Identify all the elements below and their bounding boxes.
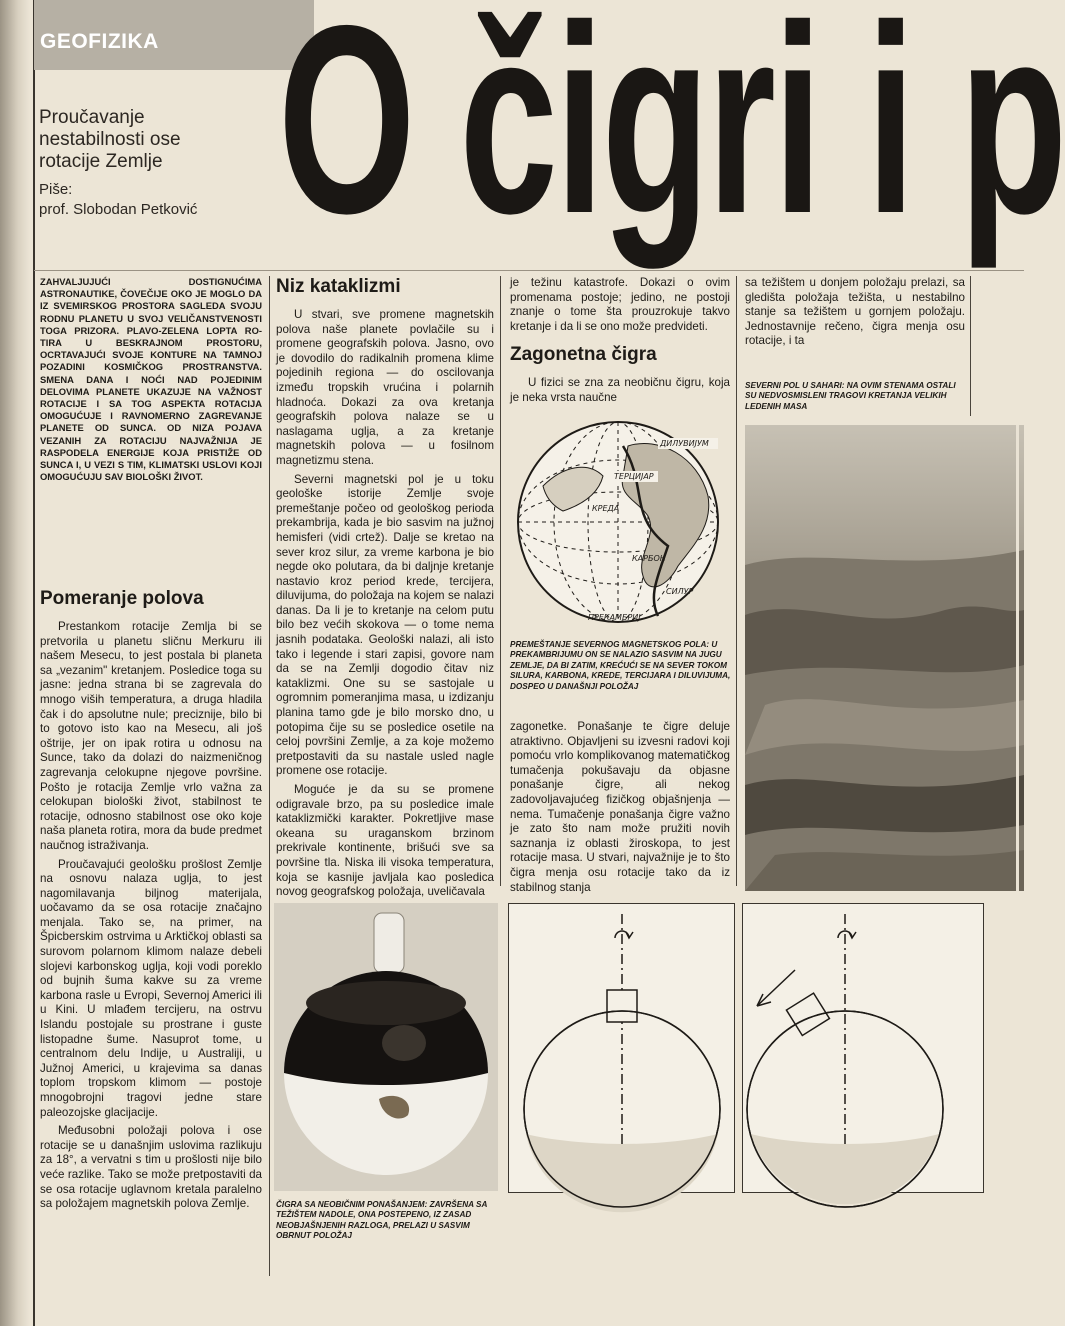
caption-globe: PREMEŠTANJE SEVERNOG MAGNETSKOG POLA: U PREKAMBRIJUMU ON SE NALAZIO SASVIM NA JUGU ZEMLJE, DA BI ZATIM, KREĆUĆI SE NA SEVER TOKOM SILURA, KARBONA, KREDE, TERCIJARA I DILUVIJUMA, DOSPEO U DANAŠNJI POLOŽAJ [510,640,731,691]
globe-label: ДИЛУВИЈУМ [660,439,709,448]
globe-label: ПРЕКАМБРИЈ [588,613,641,622]
globe-figure [508,416,732,628]
column-4-top: sa težištem u donjem položaju prelazi, sa gledišta položaja težišta, u nestabilno stanje sa težištem u gornjem položaju. Jednostavnije rečeno, čigra menja osu rotacije, i ta [745,276,965,348]
heading-zagonetna: Zagonetna čigra [510,344,657,366]
globe-label: СИЛУР [666,587,694,596]
caption-sahara: SEVERNI POL U SAHARI: NA OVIM STENAMA OSTALI SU NEDVOSMISLENI TRAGOVI KRETANJA VELIKIH LEDENIH MASA [745,381,956,411]
column-divider [970,276,971,416]
paragraph: Prestankom rotacije Zemlja bi se pretvorila u planetu sličnu Merkuru ili našem Mesecu, to jest postala bi planeta sa „vezanim" kretanjem. Posledice toga su jasne: jedna strana bi se zagrevala do mnogo viših temperatura, a druga hladila čak i do apsolutne nule; preciznije, bilo bi to gotovo isto kao na Mesecu, ali još oštrije, jer on ipak rotira u odnosu na Sunce, tako da dolazi do naizmeničnog zagrevanja celokupne njegove površine. Pošto je rotacija Zemlje vrlo važna za celokupan biološki život, stabilnost te rotacije, odnosno stabilnost ose oko koje naša planeta rotira, mora da bude predmet naučnog istraživanja. [40,620,262,852]
column-pomeranje [40,588,262,1278]
headline: O čigri i p [278,0,1065,269]
caption-top: ČIGRA SA NEOBIČNIM PONAŠANJEM: ZAVRŠENA SA TEŽIŠTEM NADOLE, ONA POSTEPENO, IZ ZASAD NEOBJAŠNJENIH RAZLOGA, PRELAZI U SASVIM OBRNUT POLOŽAJ [276,1200,488,1241]
column-divider [736,276,737,886]
binding-shadow [0,0,30,1326]
top-diagram-tilted [742,903,984,1193]
column-divider [500,276,501,886]
top-diagram-stable [508,903,735,1193]
column-divider [269,276,270,1276]
section-label: GEOFIZIKA [40,30,159,53]
paragraph: Međusobni položaji polova i ose rotacije se u današnjim uslovima razlikuju za 18°, a vervatni s tim u prošlosti nije bilo veće razlike. Tako se može pretpostaviti da se osa rotacije uglavnom kretala paralelno sa položajem magnetskih polova Zemlje. [40,1124,262,1211]
heading-niz: Niz kataklizmi [276,276,401,297]
author-byline: Piše: prof. Slobodan Petković [39,181,198,218]
paragraph: Moguće je da su se promene odigravale brzo, pa su posledice imale kataklizmički karakter. Pokretljive mase okeana su uraganskom brzinom prekrivale kontinente, brišući sve sa površine tla. Niska ili visoka temperatura, koja se kasnije javljala kao posledica novog geografskog položaja, uveličavala [276,783,494,899]
column-niz [276,276,494,899]
column-3-top: je težinu katastrofe. Dokazi o ovim promenama postoje; jedino, ne postoji znanje o tome šta prouzrokuje takvo kretanje i da li se ono može predvideti. Zagonetna čigra U fizici se zna za neobičnu čigru, koja je neka vrsta naučne [510,276,730,404]
header-separator [34,270,1024,271]
globe-label: ТЕРЦИЈАР [614,472,654,481]
top-photo [274,903,498,1191]
globe-label: КАРБОН [632,554,666,563]
intro-lead: ZAHVALJUJUĆI DOSTIGNUĆIMA ASTRONAUTIKE, ČOVEČIJE OKO JE MOGLO DA IZ SVEMIRSKOG PROSTORA SAGLEDA SVOJU RODNU PLANETU U SVOJ VELIČANSTVENOSTI TOGA PRIZORA. PLAVO-ZELENA LOPTA RO-TIRA U BESKRAJNOM PROSTORU, OCRTAVAJUĆI SVOJE KONTURE NA TAMNOJ POZADINI KOSMIČKOG PROSTRANSTVA. SMENA DANA I NOĆI NAD POJEDINIM DELOVIMA PLANETE UKAZUJE NA VAŽNOST ROTACIJE I SA TOG ASPEKTA ROTACIJA OMOGUĆUJE I RAVNOMERNO ZAGREVANJE PLANETE OD SUNCA. OD NIZA POJAVA VEZANIH ZA ROTACIJU NAJVAŽNIJA JE RASPODELA ENERGIJE KOJA PRISTIŽE OD SUNCA I, U VEZI S TIM, KLIMATSKI USLOVI KOJI OMOGUĆUJU SAV BIOLOŠKI ŽIVOT. [40,276,262,483]
paragraph: U stvari, sve promene magnetskih polova naše planete povlačile su i promene geografskih polova. Jasno, ovo je dovodilo do radikalnih promena klime pojedinih regiona — do oscilovanja između tropskih vrućina i polarnih hladnoća. Dokazi za ova kretanja geografskih polova nalaze se u naslagama uglja, a za kretanje magnetskih polova — u fosilnom magnetizmu stena. [276,308,494,467]
photo-edge [1016,425,1019,891]
paragraph: Severni magnetski pol je u toku geološke istorije Zemlje svoje premeštanje počeo od geološkog perioda prekambrija, kada je bio sasvim na južnoj hemisferi (vidi crtež). Dalje se kretao na sever kroz silur, za vreme karbona je bio negde oko polutara, da bi daljnje kretanje nastavio kroz period krede, tercijera, diluvijuma, do položaja na kojem se nalazi danas. Da li je to kretanje na celom putu bilo bez većih skokova — o tome nema jasnih podataka. Geološki nalazi, ali isto tako i legende i stari zapisi, govore nam da se na Zemlji dogodio čitav niz kataklizmi. One su se sastojale u ogromnim pomeranjima masa, u izdizanju planina tamo gde je bilo morsko dno, u potopima čije su se posledice osetile na celoj površini Zemlje, a za koje možemo pretpostaviti da su nastale usled nagle promene ose rotacije. [276,472,494,778]
heading-pomeranje: Pomeranje polova [40,588,204,609]
globe-label: КРЕДА [592,504,620,513]
sahara-photo [745,425,1024,891]
column-3-bottom: zagonetke. Ponašanje te čigre deluje atraktivno. Objavljeni su izvesni radovi koji pomoću vrlo komplikovanog matematičkog tumačenja pokušavaju da objasne ponašanje čigre, ali nekog zadovoljavajućeg fizičkog objašnjenja — nema. Tumačenje ponašanja čigre važno je zato što nam može pružiti novih saznanja iz oblasti žiroskopa, to jest rotacije masa. U stvari, najvažnije je to što čigra menja osu rotacije tako da iz stabilnog stanja [510,720,730,894]
paragraph: Proučavajući geološku prošlost Zemlje na osnovu nalaza uglja, to jest nagomilavanja biljnog materijala, uočavamo da se osa rotacije značajno menjala. Tako se, na primer, na Špicberskim ostrvima u Arktičkoj oblasti sa surovom polarnom klimom nalaze debeli slojevi karbonskog uglja, koji vodi poreklo od bujnih šuma kakve su za vreme karbona rasle u Evropi, Severnoj Americi ili u Kini. U mlađem tercijeru, na ostrvu Islandu postojale su prostrane i guste listopadne šume. Nasuprot tome, u centralnom delu Indije, u Australiji, u Južnoj Americi, u krajevima sa danas toplom tropskom klimom — postoje mnogobrojni tragovi jedne stare paleozojske glacijacije. [40,857,262,1119]
left-rule [33,0,35,1326]
article-subtitle: Proučavanje nestabilnosti ose rotacije Zemlje [39,107,181,172]
